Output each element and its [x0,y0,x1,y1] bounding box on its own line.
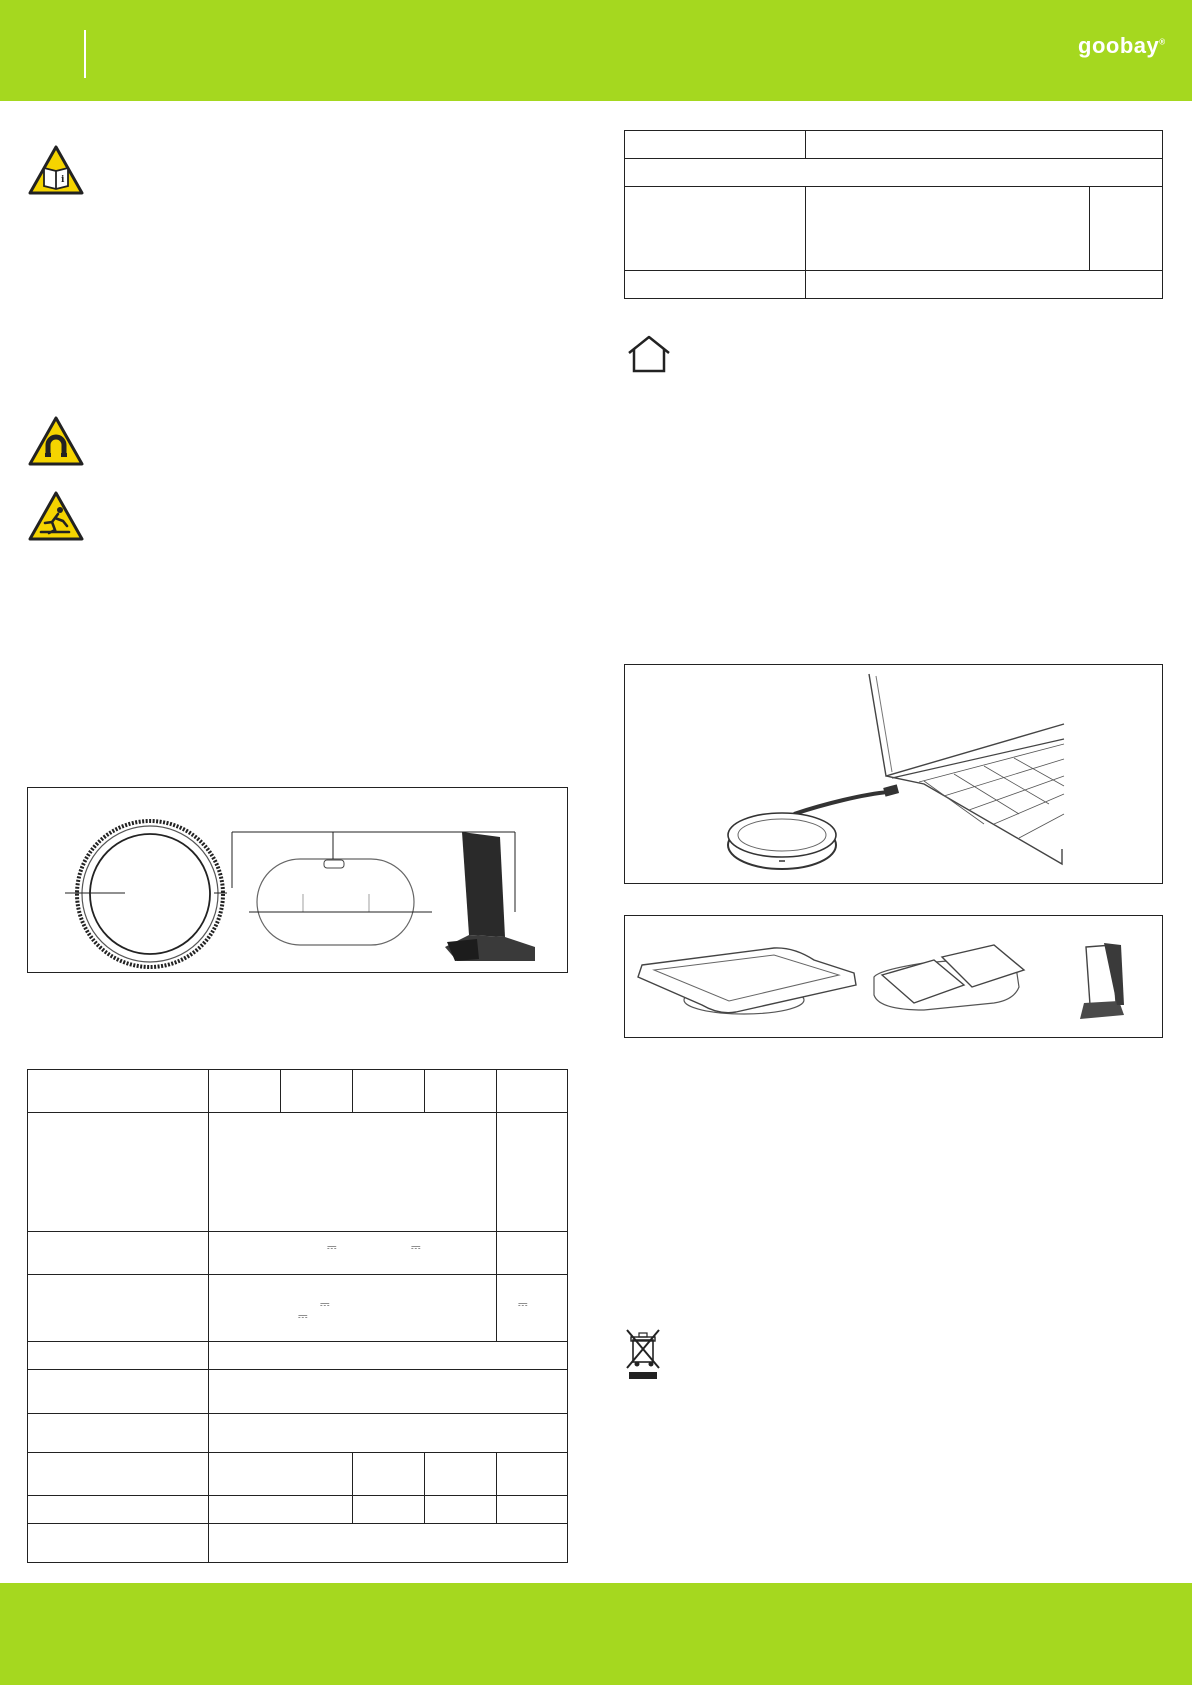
dc-symbol: ⎓ [298,1309,307,1323]
spec-table-row-line [27,1452,568,1453]
spec-table-row-line [27,1231,568,1232]
laptop-charger-drawing [624,664,1163,884]
spec-table-col-divider [496,1069,497,1274]
warning-magnetic-field-icon [27,415,85,467]
dc-symbol: ⎓ [327,1240,336,1254]
spec-table-col-divider [496,1274,497,1341]
header-bar [0,0,1192,101]
indoor-use-house-icon [625,335,673,373]
product-overview-drawing [27,787,568,973]
info-table [624,130,1163,299]
spec-table-row-line [27,1495,568,1496]
spec-table-col-divider [352,1452,353,1523]
warning-trip-hazard-icon [27,490,85,542]
info-table-row-line [624,158,1163,159]
dc-symbol: ⎓ [320,1297,329,1311]
dc-symbol: ⎓ [518,1297,527,1311]
spec-table-col-divider [352,1069,353,1112]
warning-manual-icon [27,144,85,196]
spec-table-col-divider [496,1452,497,1523]
info-table-col-divider [805,130,806,158]
phones-on-charger-drawing [624,915,1163,1038]
spec-table-row-line [27,1341,568,1342]
spec-table-row-line [27,1274,568,1275]
brand-logo: goobay® [1078,33,1166,58]
spec-table-row-line [27,1369,568,1370]
spec-table-row-line [27,1112,568,1113]
info-table-row-line [624,270,1163,271]
spec-table-col-divider [424,1452,425,1523]
info-table-col-divider [805,186,806,299]
header-divider [84,30,86,78]
spec-table-row-line [27,1523,568,1524]
spec-table-row-line [27,1413,568,1414]
dc-symbol: ⎓ [411,1240,420,1254]
spec-table-col-divider [280,1069,281,1112]
footer-bar [0,1583,1192,1685]
info-table-col-divider [1089,186,1090,270]
spec-table-col-divider [424,1069,425,1112]
spec-table-col-divider [208,1069,209,1563]
crossed-out-bin-icon [624,1328,662,1380]
info-table-row-line [624,186,1163,187]
svg-text:i: i [61,175,65,185]
